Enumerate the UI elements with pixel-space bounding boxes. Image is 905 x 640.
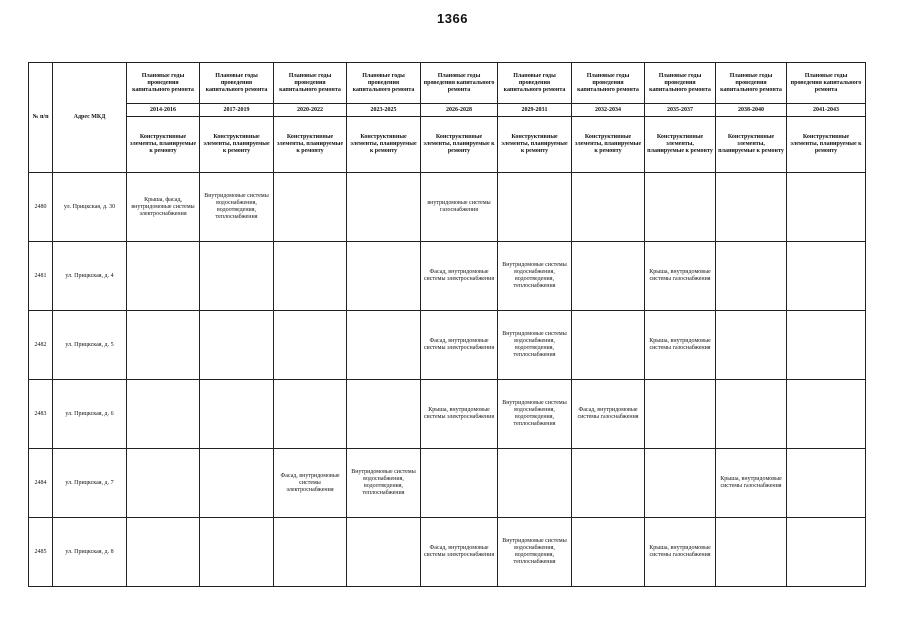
row-address: ул. Прицкская, д. 30 [53,173,127,242]
table-cell: Крыша, внутридомовые системы газоснабжения [645,518,716,587]
header-period-title: Плановые годы проведения капитального ремонта [716,63,787,104]
table-cell: Крыша, фасад, внутридомовые системы электроснабжения [127,173,200,242]
table-cell [274,242,347,311]
table-cell [127,518,200,587]
header-period-title: Плановые годы проведения капитального ремонта [200,63,274,104]
header-elements: Конструктивные элементы, планируемые к ремонту [716,117,787,173]
header-elements: Конструктивные элементы, планируемые к ремонту [347,117,421,173]
page-number: 1366 [437,11,468,26]
header-elements: Конструктивные элементы, планируемые к ремонту [787,117,866,173]
repair-plan-table [28,62,866,587]
table-cell [716,242,787,311]
header-years: 2029-2031 [498,104,572,117]
table-cell: Внутридомовые системы водоснабжения, водоотведения, теплоснабжения [498,311,572,380]
header-elements: Конструктивные элементы, планируемые к ремонту [645,117,716,173]
header-years: 2035-2037 [645,104,716,117]
table-cell: Внутридомовые системы водоснабжения, водоотведения, теплоснабжения [498,242,572,311]
header-period-title: Плановые годы проведения капитального ремонта [127,63,200,104]
table-cell [274,173,347,242]
header-elements: Конструктивные элементы, планируемые к ремонту [498,117,572,173]
table-cell [421,449,498,518]
table-cell [572,449,645,518]
table-cell [127,242,200,311]
row-number: 2484 [29,449,53,518]
header-elements: Конструктивные элементы, планируемые к ремонту [572,117,645,173]
table-cell [645,449,716,518]
header-years: 2026-2028 [421,104,498,117]
table-cell [787,449,866,518]
row-number: 2485 [29,518,53,587]
table-cell [347,173,421,242]
table-cell: Внутридомовые системы водоснабжения, водоотведения, теплоснабжения [200,173,274,242]
row-number: 2481 [29,242,53,311]
header-num: № п/п [29,63,53,173]
table-cell [787,173,866,242]
row-address: ул. Прицкская, д. 4 [53,242,127,311]
table-cell [716,173,787,242]
table-cell [347,380,421,449]
table-cell [127,449,200,518]
table-cell: Внутридомовые системы водоснабжения, водоотведения, теплоснабжения [347,449,421,518]
table-cell [716,518,787,587]
header-years: 2014-2016 [127,104,200,117]
header-period-title: Плановые годы проведения капитального ремонта [274,63,347,104]
header-years: 2038-2040 [716,104,787,117]
table-cell [274,518,347,587]
table-cell [347,311,421,380]
table-cell [200,311,274,380]
table-cell [645,173,716,242]
table-cell [200,380,274,449]
header-period-title: Плановые годы проведения капитального ремонта [787,63,866,104]
header-row-elements [29,117,866,173]
table-row [29,173,866,242]
header-elements: Конструктивные элементы, планируемые к ремонту [127,117,200,173]
header-elements: Конструктивные элементы, планируемые к ремонту [421,117,498,173]
table-cell [274,380,347,449]
table-cell: Фасад, внутридомовые системы электроснабжения [421,518,498,587]
header-row-years [29,104,866,117]
row-number: 2483 [29,380,53,449]
table-row [29,449,866,518]
table-cell: Внутридомовые системы водоснабжения, водоотведения, теплоснабжения [498,380,572,449]
table-cell [787,380,866,449]
table-cell [347,242,421,311]
table-cell: Крыша, внутридомовые системы газоснабжения [645,242,716,311]
table-cell: внутридомовые системы газоснабжения [421,173,498,242]
table-cell: Крыша, внутридомовые системы газоснабжения [645,311,716,380]
table-cell: Фасад, внутридомовые системы электроснабжения [421,242,498,311]
header-address: Адрес МКД [53,63,127,173]
table-row [29,311,866,380]
table-cell: Внутридомовые системы водоснабжения, водоотведения, теплоснабжения [498,518,572,587]
table-cell: Фасад, внутридомовые системы газоснабжения [572,380,645,449]
table-cell [498,449,572,518]
table-cell [127,380,200,449]
row-number: 2482 [29,311,53,380]
row-number: 2480 [29,173,53,242]
header-years: 2041-2043 [787,104,866,117]
table-row [29,518,866,587]
table-cell [787,311,866,380]
table-cell [200,449,274,518]
header-period-title: Плановые годы проведения капитального ремонта [572,63,645,104]
table-cell: Фасад, внутридомовые системы электроснабжения [421,311,498,380]
table-cell [787,518,866,587]
table-cell [127,311,200,380]
table-cell [645,380,716,449]
header-elements: Конструктивные элементы, планируемые к ремонту [200,117,274,173]
table-cell [200,518,274,587]
header-period-title: Плановые годы проведения капитального ремонта [347,63,421,104]
table-cell [498,173,572,242]
row-address: ул. Прицкская, д. 5 [53,311,127,380]
table-row [29,380,866,449]
table-cell [716,311,787,380]
table-cell [572,173,645,242]
table-cell: Фасад, внутридомовые системы электроснабжения [274,449,347,518]
table-cell [787,242,866,311]
table-cell [347,518,421,587]
table-row [29,242,866,311]
header-period-title: Плановые годы проведения капитального ремонта [498,63,572,104]
header-row-period [29,63,866,104]
header-period-title: Плановые годы проведения капитального ремонта [421,63,498,104]
table-cell [572,311,645,380]
header-years: 2017-2019 [200,104,274,117]
row-address: ул. Прицкская, д. 7 [53,449,127,518]
header-period-title: Плановые годы проведения капитального ремонта [645,63,716,104]
row-address: ул. Прицкская, д. 8 [53,518,127,587]
table-cell: Крыша, внутридомовые системы электроснабжения [421,380,498,449]
header-years: 2023-2025 [347,104,421,117]
table-cell [572,518,645,587]
header-years: 2032-2034 [572,104,645,117]
table-cell [200,242,274,311]
header-elements: Конструктивные элементы, планируемые к ремонту [274,117,347,173]
table-cell [572,242,645,311]
header-years: 2020-2022 [274,104,347,117]
table-cell [274,311,347,380]
table-cell [716,380,787,449]
row-address: ул. Прицкская, д. 6 [53,380,127,449]
table-cell: Крыша, внутридомовые системы газоснабжения [716,449,787,518]
